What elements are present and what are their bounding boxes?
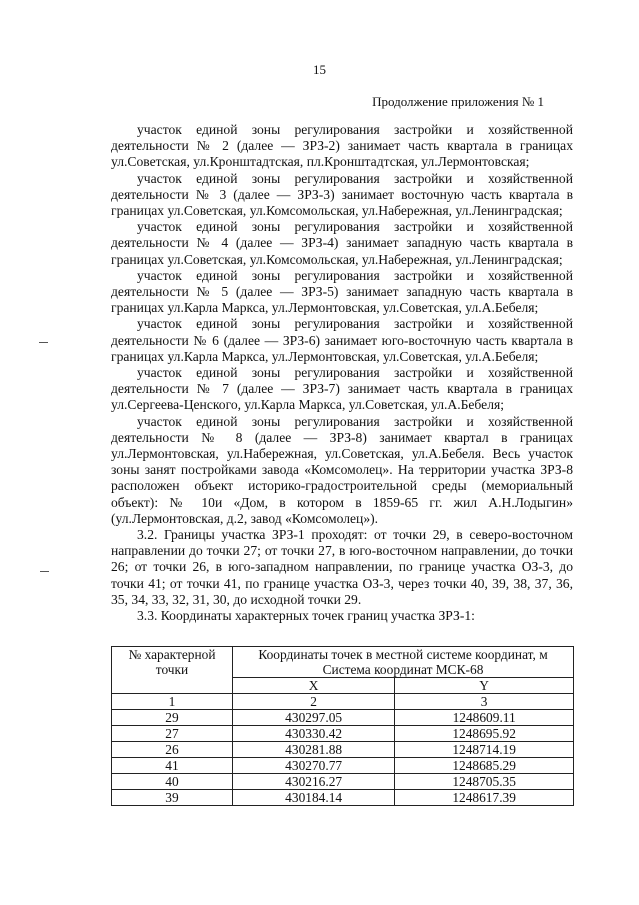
paragraph-section-3-2: 3.2. Границы участка ЗРЗ-1 проходят: от точки 29, в северо-восточном направлении до точки 27; от точки 27, в юго-восточном направлении, до точки 26; от точки 26, в юго-западном направлении, по границе участка ОЗ-3, до точки 41; от точки 41, по границе участка ОЗ-3, через точки 40, 39, 38, 37, 36, 35, 34, 33, 32, 31, 30, до исходной точки 29. [111, 527, 573, 607]
point-number-cell: 27 [112, 726, 233, 742]
margin-mark [40, 571, 49, 572]
paragraph-section-3-3: 3.3. Координаты характерных точек границ участка ЗРЗ-1: [137, 608, 475, 624]
point-number-cell: 41 [112, 758, 233, 774]
paragraph-zrz-8: участок единой зоны регулирования застройки и хозяйственной деятельности № 8 (далее — ЗРЗ-8) занимает квартал в границах ул.Лермонтовская, ул.Набережная, ул.Советская, ул.А.Бебеля. Весь участок зоны занят постройками завода «Комсомолец». На территории участка ЗРЗ-8 расположен объект историко-градостроительной среды (мемориальный объект): № 10и «Дом, в котором в 1859-65 гг. жил А.Н.Лодыгин» (ул.Лермонтовская, д.2, завод «Комсомолец»). [111, 413, 573, 526]
x-coordinate-cell: 430184.14 [233, 790, 395, 806]
x-coordinate-cell: 430330.42 [233, 726, 395, 742]
coordinates-table [111, 646, 574, 806]
table-cell: 1 [112, 694, 233, 710]
table-row [112, 710, 574, 726]
paragraph-zrz-2: участок единой зоны регулирования застройки и хозяйственной деятельности № 2 (далее — ЗРЗ-2) занимает часть квартала в границах ул.Советская, ул.Кронштадтская, пл.Кронштадтская, ул.Лермонтовская; [111, 122, 573, 170]
paragraph-zrz-4: участок единой зоны регулирования застройки и хозяйственной деятельности № 4 (далее — ЗРЗ-4) занимает западную часть квартала в границах ул.Советская, ул.Комсомольская, ул.Набережная, ул.Ленинградская; [111, 219, 573, 267]
page-number: 15 [313, 62, 326, 77]
x-coordinate-cell: 430297.05 [233, 710, 395, 726]
paragraph-zrz-3: участок единой зоны регулирования застройки и хозяйственной деятельности № 3 (далее — ЗРЗ-3) занимает восточную часть квартала в границах ул.Советская, ул.Комсомольская, ул.Набережная, ул.Ленинградская; [111, 170, 573, 219]
paragraph-zrz-7: участок единой зоны регулирования застройки и хозяйственной деятельности № 7 (далее — ЗРЗ-7) занимает часть квартала в границах ул.Сергеева-Ценского, ул.Карла Маркса, ул.Советская, ул.А.Бебеля; [111, 365, 573, 413]
y-coordinate-cell: 1248695.92 [395, 726, 574, 742]
x-coordinate-cell: 430216.27 [233, 774, 395, 790]
y-coordinate-cell: 1248685.29 [395, 758, 574, 774]
table-row [112, 758, 574, 774]
appendix-continuation-note: Продолжение приложения № 1 [372, 94, 544, 109]
header-x: X [233, 678, 395, 694]
point-number-cell: 26 [112, 742, 233, 758]
table-row [112, 742, 574, 758]
header-coordinates: Координаты точек в местной системе координат, м Система координат МСК-68 [233, 647, 574, 678]
paragraph-zrz-6: участок единой зоны регулирования застройки и хозяйственной деятельности № 6 (далее — ЗРЗ-6) занимает юго-восточную часть квартала в границах ул.Карла Маркса, ул.Лермонтовская, ул.Советская, ул.А.Бебеля; [111, 316, 573, 364]
header-point-number: № характерной точки [112, 647, 233, 694]
point-number-cell: 39 [112, 790, 233, 806]
y-coordinate-cell: 1248617.39 [395, 790, 574, 806]
table-row [112, 726, 574, 742]
y-coordinate-cell: 1248609.11 [395, 710, 574, 726]
table-index-row [112, 694, 574, 710]
margin-mark [39, 342, 48, 343]
table-cell: 3 [395, 694, 574, 710]
point-number-cell: 29 [112, 710, 233, 726]
paragraph-zrz-5: участок единой зоны регулирования застройки и хозяйственной деятельности № 5 (далее — ЗРЗ-5) занимает западную часть квартала в границах ул.Карла Маркса, ул.Лермонтовская, ул.Советская, ул.А.Бебеля; [111, 267, 573, 316]
x-coordinate-cell: 430270.77 [233, 758, 395, 774]
header-y: Y [395, 678, 574, 694]
table-cell: 2 [233, 694, 395, 710]
document-body [111, 122, 573, 624]
x-coordinate-cell: 430281.88 [233, 742, 395, 758]
point-number-cell: 40 [112, 774, 233, 790]
table-header-row [112, 647, 574, 678]
y-coordinate-cell: 1248705.35 [395, 774, 574, 790]
table-row [112, 774, 574, 790]
y-coordinate-cell: 1248714.19 [395, 742, 574, 758]
table-row [112, 790, 574, 806]
